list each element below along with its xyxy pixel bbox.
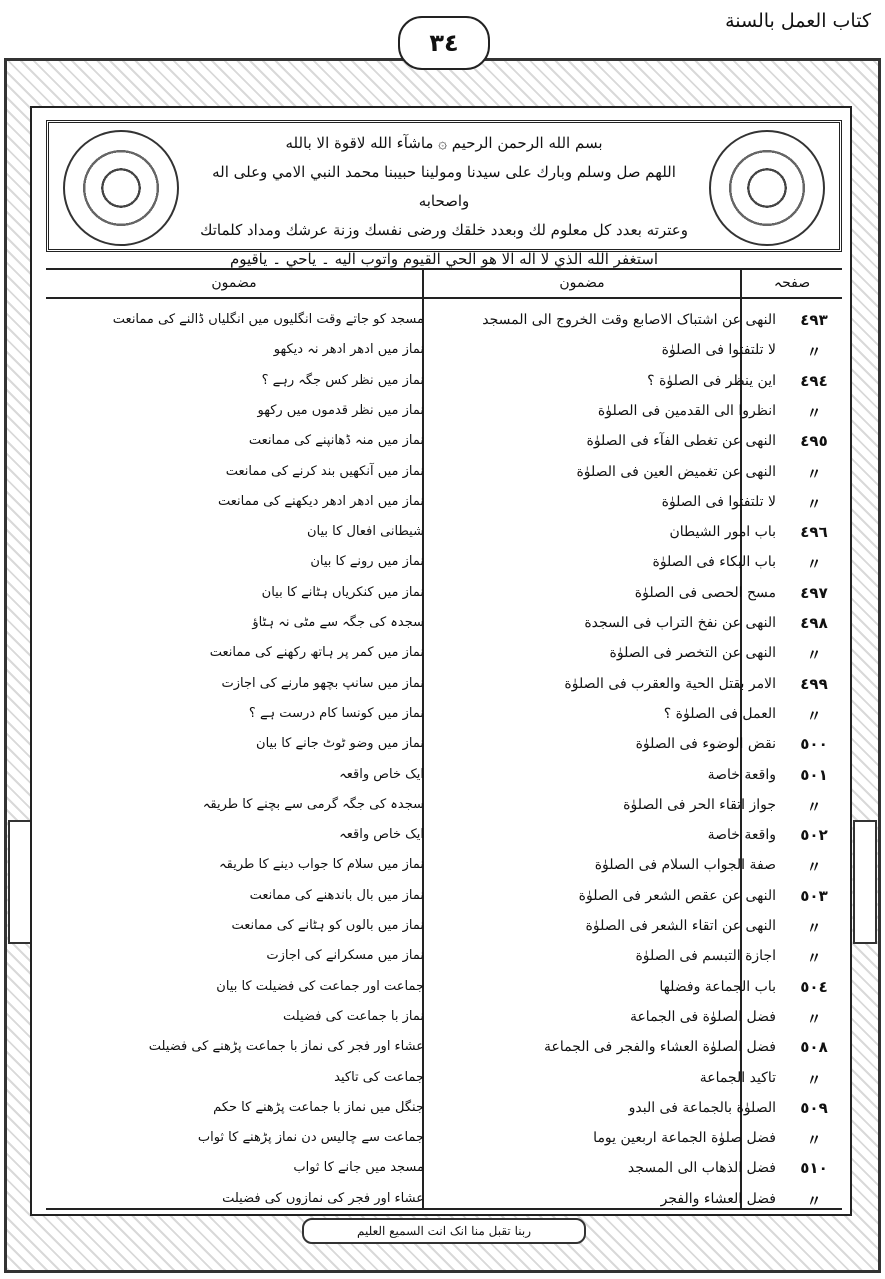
row-page-number: 〃 (806, 555, 822, 574)
row-arabic-heading: النهی عن اتقاء الشعر فی الصلوٰة (585, 918, 776, 934)
row-urdu-heading: نماز میں بالوں کو ہٹانے کی ممانعت (231, 918, 424, 933)
table-row (46, 1184, 842, 1217)
row-page-number: ٤٩٨ (800, 614, 828, 632)
row-arabic-heading: لا تلتفتوا فی الصلوٰة (661, 342, 776, 359)
row-urdu-heading: نماز میں کنکریاں ہٹانے کا بیان (261, 584, 424, 600)
row-page-number: ٥٠٩ (800, 1098, 828, 1117)
table-row (46, 1093, 842, 1126)
table-row (46, 699, 842, 732)
row-arabic-heading: الامر بقتل الحیة والعقرب فی الصلوٰة (564, 675, 776, 692)
row-page-number: 〃 (806, 1191, 822, 1210)
row-page-number: ٤٩٣ (800, 311, 828, 329)
row-urdu-heading: ایک خاص واقعہ (339, 827, 424, 843)
table-row (46, 1063, 842, 1096)
row-arabic-heading: انظروا الی القدمین فی الصلوٰة (597, 402, 776, 419)
row-urdu-heading: نماز میں ادھر ادھر دیکھنے کی ممانعت (217, 493, 424, 509)
table-row (46, 547, 842, 580)
row-arabic-heading: النهی عن تغطی الفآء فی الصلوٰة (586, 433, 776, 450)
table-row (46, 760, 842, 793)
row-urdu-heading: عشاء اور فجر کی نماز با جماعت پڑھنے کی فضیلت (148, 1039, 424, 1055)
book-title: كتاب العمل بالسنة (725, 10, 871, 32)
table-row (46, 457, 842, 490)
column-header-arabic: مضمون (559, 275, 605, 291)
table-row (46, 911, 842, 944)
row-urdu-heading: جنگل میں نماز با جماعت پڑھنے کا حکم (213, 1099, 424, 1115)
invocation-text (189, 129, 699, 274)
row-arabic-heading: النهی عن التخصر فی الصلوٰة (609, 645, 776, 662)
row-page-number: 〃 (806, 646, 822, 665)
row-page-number: 〃 (806, 706, 822, 725)
row-urdu-heading: جماعت اور جماعت کی فضیلت کا بیان (216, 978, 424, 994)
row-urdu-heading: نماز میں مسکرانے کی اجازت (266, 948, 424, 964)
table-row (46, 972, 842, 1005)
row-urdu-heading: نماز میں نظر کس جگہ رہے ؟ (261, 372, 424, 388)
table-row (46, 669, 842, 702)
row-page-number: ٥١٠ (800, 1159, 828, 1178)
row-urdu-heading: شیطانی افعال کا بیان (307, 524, 424, 540)
row-page-number: ٥٠٠ (800, 735, 828, 754)
row-urdu-heading: نماز میں نظر قدموں میں رکھو (257, 402, 424, 418)
column-header-urdu: مضمون (211, 275, 257, 291)
ornament-medallion-right (709, 130, 825, 246)
row-page-number: ٥٠٢ (800, 826, 828, 845)
row-urdu-heading: جماعت کی تاکید (334, 1069, 424, 1085)
row-arabic-heading: العمل فی الصلوٰة ؟ (663, 705, 776, 722)
table-row (46, 1123, 842, 1156)
row-urdu-heading: نماز میں کونسا کام درست ہے ؟ (248, 705, 424, 721)
row-urdu-heading: نماز میں وضو ٹوٹ جانے کا بیان (256, 736, 424, 752)
row-page-number: ٤٩٤ (800, 371, 828, 390)
ornament-medallion-left (63, 130, 179, 246)
row-urdu-heading: نماز با جماعت کی فضیلت (282, 1008, 424, 1024)
row-arabic-heading: باب امور الشیطان (669, 524, 776, 541)
row-page-number: 〃 (806, 949, 822, 968)
row-urdu-heading: جماعت سے چالیس دن نماز پڑھنے کا ثواب (197, 1130, 424, 1146)
row-page-number: ٥٠٨ (800, 1038, 828, 1057)
table-row (46, 366, 842, 399)
right-side-cartouche (853, 820, 877, 944)
row-arabic-heading: فضل الصلوٰة العشاء والفجر فی الجماعة (544, 1039, 776, 1056)
row-page-number: 〃 (806, 464, 822, 483)
row-arabic-heading: النهی عن اشتباک الاصابع وقت الخروج الی المسجد (482, 312, 776, 328)
row-arabic-heading: الصلوٰة بالجماعة فی البدو (628, 1099, 776, 1116)
table-row (46, 335, 842, 368)
row-page-number: 〃 (806, 1070, 822, 1089)
table-row (46, 1002, 842, 1035)
row-arabic-heading: واقعة خاصة (707, 766, 776, 783)
row-urdu-heading: عشاء اور فجر کی نمازوں کی فضیلت (222, 1190, 424, 1206)
table-row (46, 608, 842, 641)
table-row (46, 396, 842, 429)
footer-prayer-band: ربنا تقبل منا انک انت السمیع العلیم (302, 1218, 586, 1244)
row-urdu-heading: سجدہ کی جگہ گرمی سے بچنے کا طریقہ (202, 796, 424, 812)
row-arabic-heading: باب البکاء فی الصلوٰة (652, 554, 776, 571)
row-urdu-heading: نماز میں آنکھیں بند کرنے کی ممانعت (225, 463, 424, 479)
row-arabic-heading: فضل الذهاب الی المسجد (627, 1160, 776, 1177)
row-urdu-heading: مسجد میں جانے کا ثواب (293, 1160, 424, 1176)
invocation-line: اللهم صل وسلم وبارك على سيدنا ومولينا حبيبنا محمد النبي الامي وعلى اله واصحابه (212, 163, 676, 210)
row-urdu-heading: نماز میں بال باندھنے کی ممانعت (249, 887, 424, 903)
row-urdu-heading: مسجد کو جاتے وقت انگلیوں میں انگلیاں ڈالنے کی ممانعت (112, 312, 424, 327)
row-page-number: 〃 (806, 858, 822, 877)
row-page-number: ٤٩٧ (800, 583, 828, 602)
row-page-number: ٥٠١ (800, 765, 828, 784)
row-arabic-heading: تاکید الجماعة (699, 1069, 776, 1086)
row-arabic-heading: مسح الحصی فی الصلوٰة (634, 584, 776, 601)
table-row (46, 487, 842, 520)
row-arabic-heading: نقض الوضوء فی الصلوٰة (635, 736, 776, 753)
table-row (46, 305, 842, 338)
row-arabic-heading: فضل الصلوٰة فی الجماعة (629, 1008, 776, 1025)
table-row (46, 790, 842, 823)
column-header-page: صفحہ (773, 275, 811, 291)
row-page-number: 〃 (806, 494, 822, 513)
row-page-number: 〃 (806, 919, 822, 937)
table-row (46, 578, 842, 611)
row-page-number: ٥٠٤ (800, 977, 828, 996)
row-page-number: 〃 (806, 1009, 822, 1028)
row-urdu-heading: نماز میں سلام کا جواب دینے کا طریقہ (219, 857, 424, 873)
row-arabic-heading: این ینظر فی الصلوٰة ؟ (647, 372, 776, 389)
row-arabic-heading: فضل صلوٰة الجماعة اربعین یوما (593, 1130, 776, 1147)
row-arabic-heading: اجازة التبسم فی الصلوٰة (635, 948, 776, 965)
row-page-number: ٤٩٥ (800, 432, 828, 451)
row-arabic-heading: باب الجماعة وفضلها (659, 978, 776, 995)
row-arabic-heading: جواز اتقاء الحر فی الصلوٰة (623, 796, 776, 813)
table-row (46, 517, 842, 550)
row-page-number: 〃 (806, 797, 822, 816)
row-urdu-heading: نماز میں رونے کا بیان (310, 554, 424, 570)
table-row (46, 638, 842, 671)
row-arabic-heading: واقعة خاصة (707, 827, 776, 844)
row-arabic-heading: النهی عن تغمیض العین فی الصلوٰة (576, 463, 776, 480)
row-arabic-heading: لا تلتفتوا فی الصلوٰة (661, 493, 776, 510)
row-urdu-heading: ایک خاص واقعہ (339, 766, 424, 782)
invocation-panel (46, 120, 842, 268)
row-urdu-heading: نماز میں سانپ بچھو مارنے کی اجازت (221, 675, 424, 691)
row-arabic-heading: صفة الجواب السلام فی الصلوٰة (594, 857, 776, 874)
table-header-rule (46, 297, 842, 299)
row-page-number: 〃 (806, 403, 822, 422)
page-number: ٣٤ (398, 16, 490, 70)
table-row (46, 941, 842, 974)
row-page-number: ٤٩٦ (800, 523, 828, 542)
row-arabic-heading: النهی عن نفخ التراب فی السجدة (584, 615, 776, 631)
table-row (46, 1153, 842, 1186)
row-urdu-heading: نماز میں کمر پر ہاتھ رکھنے کی ممانعت (209, 645, 424, 661)
row-urdu-heading: سجدہ کی جگہ سے مٹی نہ ہٹاؤ (252, 615, 424, 630)
table-row (46, 729, 842, 762)
row-urdu-heading: نماز میں ادھر ادھر نہ دیکھو (273, 342, 424, 358)
table-row (46, 820, 842, 853)
invocation-line: بسم الله الرحمن الرحيم ۞ ماشآء الله لاقوة الا بالله (285, 134, 603, 152)
table-row (46, 881, 842, 914)
row-arabic-heading: النهی عن عقص الشعر فی الصلوٰة (578, 887, 776, 904)
table-row (46, 426, 842, 459)
table-row (46, 850, 842, 883)
row-page-number: 〃 (806, 343, 822, 362)
row-arabic-heading: فضل العشاء والفجر (660, 1190, 776, 1207)
row-page-number: ٥٠٣ (800, 886, 828, 905)
table-row (46, 1032, 842, 1065)
invocation-line: استغفر الله الذي لا اله الا هو الحي القيوم واتوب اليه ۔ ياحي ۔ ياقيوم (229, 250, 659, 268)
row-urdu-heading: نماز میں منہ ڈھانپنے کی ممانعت (248, 433, 424, 449)
invocation-line: وعترته بعدد كل معلوم لك وبعدد خلقك ورضى نفسك وزنة عرشك ومداد كلماتك (200, 221, 688, 239)
left-side-cartouche (8, 820, 32, 944)
row-page-number: ٤٩٩ (800, 674, 828, 693)
row-page-number: 〃 (806, 1131, 822, 1150)
